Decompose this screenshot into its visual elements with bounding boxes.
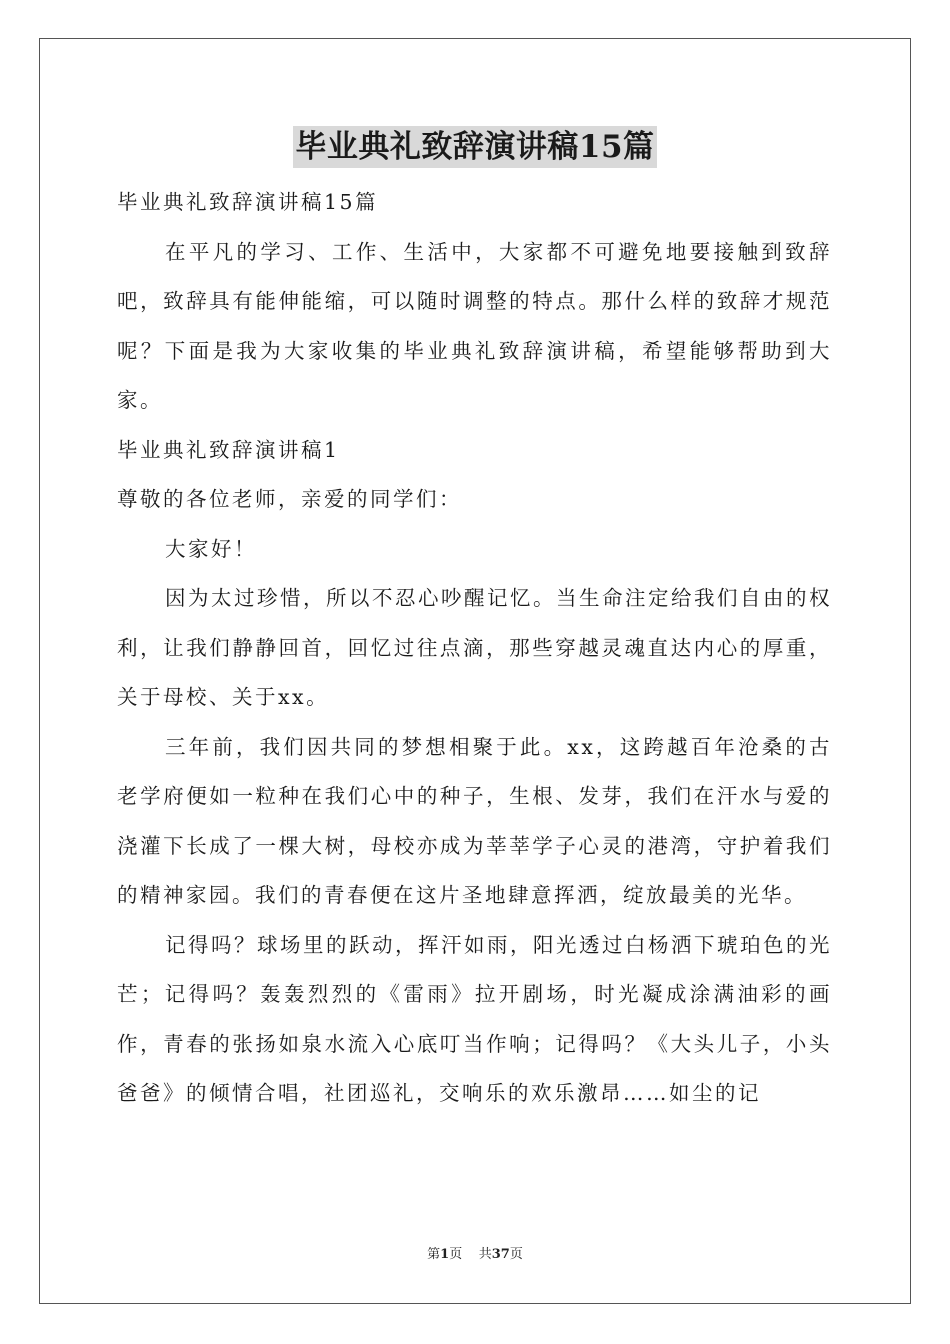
body-paragraph: 因为太过珍惜，所以不忍心吵醒记忆。当生命注定给我们自由的权利，让我们静静回首，回忆过往点滴，那些穿越灵魂直达内心的厚重，关于母校、关于xx。	[117, 586, 832, 709]
body-paragraph: 三年前，我们因共同的梦想相聚于此。xx，这跨越百年沧桑的古老学府便如一粒种在我们心中的种子，生根、发芽，我们在汗水与爱的浇灌下长成了一棵大树，母校亦成为莘莘学子心灵的港湾，守护着我们的精神家园。我们的青春便在这片圣地肆意挥洒，绽放最美的光华。	[117, 734, 832, 907]
page-footer	[0, 1246, 950, 1264]
intro-paragraph: 在平凡的学习、工作、生活中，大家都不可避免地要接触到致辞吧，致辞具有能伸能缩，可以随时调整的特点。那什么样的致辞才规范呢？下面是我为大家收集的毕业典礼致辞演讲稿，希望能够帮助到大家。	[117, 239, 832, 412]
subtitle-paragraph: 毕业典礼致辞演讲稿15篇	[117, 190, 379, 214]
body-paragraph: 记得吗？球场里的跃动，挥汗如雨，阳光透过白杨洒下琥珀色的光芒；记得吗？轰轰烈烈的《雷雨》拉开剧场，时光凝成涂满油彩的画作，青春的张扬如泉水流入心底叮当作响；记得吗？《大头儿子，小头爸爸》的倾情合唱，社团巡礼，交响乐的欢乐激昂……如尘的记	[117, 932, 832, 1105]
document-title: 毕业典礼致辞演讲稿15篇	[293, 126, 656, 168]
page-number: 1	[440, 1247, 450, 1262]
title-container	[0, 126, 950, 168]
total-prefix: 共	[478, 1247, 492, 1262]
greeting-paragraph: 大家好！	[165, 536, 257, 561]
document-body	[117, 178, 832, 1119]
section-heading: 毕业典礼致辞演讲稿1	[117, 437, 340, 462]
salutation-paragraph: 尊敬的各位老师，亲爱的同学们：	[117, 487, 462, 511]
page-prefix: 第	[427, 1247, 441, 1262]
page-suffix: 页	[449, 1247, 463, 1262]
total-suffix: 页	[509, 1247, 523, 1262]
total-pages: 37	[491, 1247, 510, 1262]
